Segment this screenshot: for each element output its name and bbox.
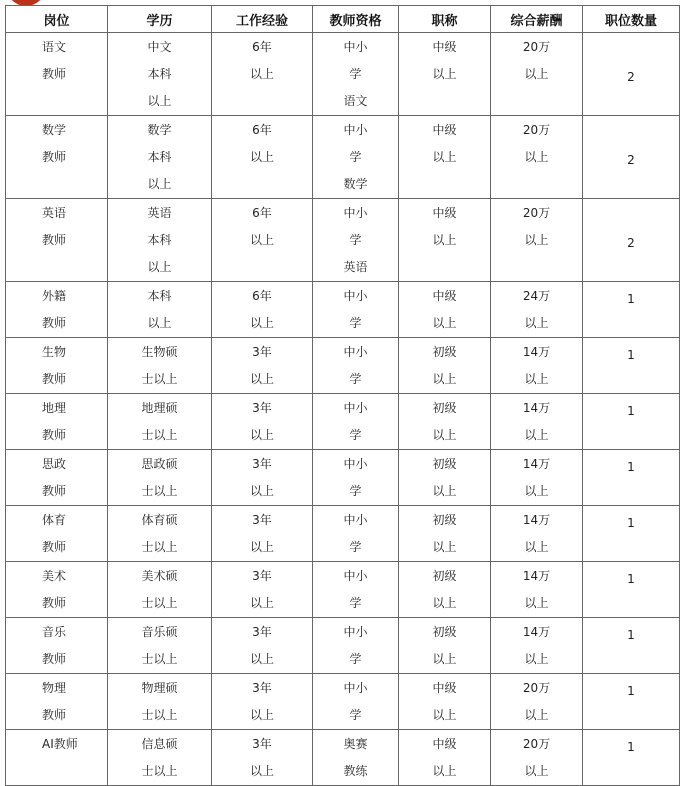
cell-experience-line: 3年 (252, 401, 272, 415)
cell-education-line: 数学 (147, 123, 172, 137)
cell-salary-line: 以上 (524, 764, 549, 778)
cell-qualification (313, 674, 399, 730)
cell-post-line: 地理 (42, 401, 67, 415)
cell-post (6, 199, 108, 282)
cell-experience (212, 674, 313, 730)
cell-salary-line: 20万 (522, 681, 551, 695)
cell-qualification-line: 中小 (343, 513, 368, 527)
table-row (6, 282, 680, 338)
cell-salary (491, 282, 583, 338)
cell-education-line: 本科 (147, 150, 172, 164)
cell-post-line: 物理 (42, 681, 67, 695)
header-salary: 综合薪酬 (491, 6, 583, 33)
cell-post-line: 教师 (42, 484, 67, 498)
cell-experience-line: 以上 (249, 233, 274, 247)
cell-post (6, 282, 108, 338)
cell-education (108, 618, 212, 674)
cell-post-line: 教师 (42, 150, 67, 164)
cell-education (108, 674, 212, 730)
cell-qualification-line: 中小 (343, 289, 368, 303)
cell-qualification-line: 中小 (343, 457, 368, 471)
cell-title (399, 674, 491, 730)
cell-post-line: 教师 (42, 708, 67, 722)
cell-education (108, 199, 212, 282)
cell-post (6, 506, 108, 562)
cell-education (108, 506, 212, 562)
cell-experience-line: 6年 (252, 40, 272, 54)
cell-title-line: 中级 (432, 123, 457, 137)
cell-qualification (313, 282, 399, 338)
cell-qualification-line: 中小 (343, 401, 368, 415)
cell-qualification-line: 学 (349, 233, 362, 247)
cell-qualification-line: 学 (349, 67, 362, 81)
cell-education-line: 以上 (147, 260, 172, 274)
cell-title-line: 以上 (432, 708, 457, 722)
cell-education (108, 450, 212, 506)
cell-education-line: 地理硕 (141, 401, 178, 415)
cell-qualification (313, 730, 399, 786)
cell-salary-line: 以上 (524, 67, 549, 81)
cell-salary (491, 33, 583, 116)
cell-salary-line: 以上 (524, 316, 549, 330)
table-row (6, 618, 680, 674)
table-row (6, 450, 680, 506)
cell-education-line: 士以上 (141, 596, 178, 610)
cell-post-line: 体育 (42, 513, 67, 527)
cell-title-line: 以上 (432, 316, 457, 330)
recruitment-table (5, 5, 680, 786)
cell-title-line: 以上 (432, 428, 457, 442)
cell-experience (212, 618, 313, 674)
cell-post-line: 生物 (42, 345, 67, 359)
cell-title-line: 以上 (432, 596, 457, 610)
cell-qualification (313, 450, 399, 506)
cell-experience (212, 730, 313, 786)
cell-education-line: 音乐硕 (141, 625, 178, 639)
cell-post-line: 教师 (42, 652, 67, 666)
table-row (6, 730, 680, 786)
cell-post-line: 教师 (42, 540, 67, 554)
cell-qualification-line: 学 (349, 708, 362, 722)
table-row (6, 674, 680, 730)
cell-qualification (313, 33, 399, 116)
cell-title-line: 以上 (432, 652, 457, 666)
cell-title-line: 以上 (432, 150, 457, 164)
cell-qualification-line: 英语 (343, 260, 368, 274)
cell-title-line: 以上 (432, 540, 457, 554)
cell-qualification-line: 中小 (343, 206, 368, 220)
cell-count: 2 (583, 199, 680, 282)
cell-salary-line: 以上 (524, 233, 549, 247)
cell-education (108, 116, 212, 199)
cell-experience (212, 450, 313, 506)
cell-education-line: 本科 (147, 67, 172, 81)
cell-salary-line: 14万 (522, 625, 551, 639)
cell-salary-line: 14万 (522, 401, 551, 415)
cell-salary (491, 450, 583, 506)
cell-title-line: 中级 (432, 681, 457, 695)
cell-post-line: 英语 (42, 206, 67, 220)
cell-qualification-line: 数学 (343, 177, 368, 191)
cell-qualification (313, 116, 399, 199)
cell-post-line: 教师 (42, 316, 67, 330)
table-row (6, 562, 680, 618)
cell-qualification (313, 199, 399, 282)
cell-education-line: 物理硕 (141, 681, 178, 695)
cell-education-line: 士以上 (141, 540, 178, 554)
cell-education-line: 以上 (147, 177, 172, 191)
cell-title (399, 562, 491, 618)
cell-salary (491, 674, 583, 730)
cell-post (6, 674, 108, 730)
table-row (6, 506, 680, 562)
cell-education-line: 英语 (147, 206, 172, 220)
cell-count: 1 (583, 282, 680, 338)
cell-experience-line: 以上 (249, 372, 274, 386)
header-qualification: 教师资格 (313, 6, 399, 33)
cell-post (6, 394, 108, 450)
cell-count: 1 (583, 618, 680, 674)
cell-education-line: 士以上 (141, 372, 178, 386)
cell-qualification-line: 学 (349, 484, 362, 498)
cell-salary (491, 338, 583, 394)
cell-count: 1 (583, 394, 680, 450)
cell-salary (491, 199, 583, 282)
cell-post-line: 数学 (42, 123, 67, 137)
cell-qualification-line: 学 (349, 150, 362, 164)
cell-experience-line: 以上 (249, 652, 274, 666)
cell-education (108, 33, 212, 116)
cell-title-line: 初级 (432, 345, 457, 359)
header-post: 岗位 (6, 6, 108, 33)
cell-post-line: 外籍 (42, 289, 67, 303)
cell-salary-line: 以上 (524, 428, 549, 442)
cell-count: 1 (583, 450, 680, 506)
cell-title (399, 338, 491, 394)
cell-education-line: 以上 (147, 94, 172, 108)
cell-title (399, 116, 491, 199)
cell-post-line: 教师 (42, 233, 67, 247)
cell-title-line: 初级 (432, 625, 457, 639)
cell-experience (212, 562, 313, 618)
cell-qualification-line: 中小 (343, 40, 368, 54)
cell-title (399, 618, 491, 674)
cell-post-line: 教师 (42, 372, 67, 386)
cell-title-line: 初级 (432, 569, 457, 583)
cell-education-line: 士以上 (141, 484, 178, 498)
table-row (6, 199, 680, 282)
cell-qualification-line: 中小 (343, 681, 368, 695)
cell-experience-line: 3年 (252, 457, 272, 471)
cell-education (108, 394, 212, 450)
cell-education-line: 思政硕 (141, 457, 178, 471)
cell-salary-line: 以上 (524, 540, 549, 554)
cell-salary-line: 14万 (522, 513, 551, 527)
cell-post (6, 618, 108, 674)
table-row (6, 116, 680, 199)
cell-title-line: 初级 (432, 401, 457, 415)
cell-title-line: 初级 (432, 457, 457, 471)
cell-education-line: 本科 (147, 233, 172, 247)
cell-title-line: 以上 (432, 764, 457, 778)
cell-education-line: 以上 (147, 316, 172, 330)
cell-experience-line: 3年 (252, 513, 272, 527)
cell-qualification-line: 教练 (343, 764, 368, 778)
cell-experience-line: 以上 (249, 708, 274, 722)
cell-education-line: 体育硕 (141, 513, 178, 527)
cell-qualification-line: 中小 (343, 569, 368, 583)
cell-title-line: 中级 (432, 40, 457, 54)
cell-experience-line: 6年 (252, 123, 272, 137)
cell-count: 1 (583, 562, 680, 618)
cell-qualification-line: 学 (349, 428, 362, 442)
cell-qualification (313, 618, 399, 674)
cell-title (399, 33, 491, 116)
header-education: 学历 (108, 6, 212, 33)
cell-qualification-line: 中小 (343, 123, 368, 137)
cell-post-line: 教师 (42, 596, 67, 610)
cell-salary-line: 20万 (522, 737, 551, 751)
cell-title (399, 199, 491, 282)
cell-salary-line: 以上 (524, 150, 549, 164)
cell-experience-line: 3年 (252, 345, 272, 359)
cell-title-line: 中级 (432, 737, 457, 751)
cell-count: 2 (583, 116, 680, 199)
cell-post (6, 730, 108, 786)
cell-title (399, 506, 491, 562)
cell-education-line: 本科 (147, 289, 172, 303)
cell-title-line: 以上 (432, 67, 457, 81)
cell-education-line: 士以上 (141, 708, 178, 722)
cell-title-line: 初级 (432, 513, 457, 527)
cell-experience-line: 3年 (252, 569, 272, 583)
cell-post (6, 562, 108, 618)
cell-experience (212, 199, 313, 282)
cell-qualification (313, 394, 399, 450)
cell-experience-line: 以上 (249, 540, 274, 554)
cell-salary-line: 20万 (522, 40, 551, 54)
cell-qualification-line: 学 (349, 596, 362, 610)
cell-salary (491, 562, 583, 618)
cell-education-line: 美术硕 (141, 569, 178, 583)
cell-experience-line: 6年 (252, 289, 272, 303)
cell-salary-line: 以上 (524, 596, 549, 610)
cell-count: 1 (583, 674, 680, 730)
cell-post-line: 教师 (42, 428, 67, 442)
cell-qualification-line: 学 (349, 316, 362, 330)
cell-salary-line: 20万 (522, 123, 551, 137)
cell-experience-line: 以上 (249, 764, 274, 778)
cell-salary-line: 14万 (522, 345, 551, 359)
cell-salary-line: 以上 (524, 484, 549, 498)
cell-title (399, 450, 491, 506)
cell-qualification-line: 中小 (343, 625, 368, 639)
cell-experience-line: 3年 (252, 737, 272, 751)
cell-qualification (313, 506, 399, 562)
cell-post-line: 语文 (42, 40, 67, 54)
cell-experience (212, 506, 313, 562)
cell-salary (491, 394, 583, 450)
cell-experience-line: 以上 (249, 150, 274, 164)
cell-education (108, 338, 212, 394)
cell-qualification (313, 562, 399, 618)
cell-experience (212, 394, 313, 450)
cell-salary (491, 116, 583, 199)
cell-education-line: 中文 (147, 40, 172, 54)
cell-experience-line: 以上 (249, 316, 274, 330)
cell-education-line: 士以上 (141, 652, 178, 666)
cell-salary-line: 以上 (524, 652, 549, 666)
cell-education-line: 生物硕 (141, 345, 178, 359)
cell-experience-line: 以上 (249, 428, 274, 442)
cell-post (6, 450, 108, 506)
cell-salary (491, 506, 583, 562)
cell-education (108, 562, 212, 618)
cell-title-line: 以上 (432, 233, 457, 247)
cell-count: 2 (583, 33, 680, 116)
cell-count: 1 (583, 338, 680, 394)
table-header-row (6, 6, 680, 33)
cell-post (6, 338, 108, 394)
header-experience: 工作经验 (212, 6, 313, 33)
cell-post-line: 思政 (42, 457, 67, 471)
cell-qualification-line: 学 (349, 652, 362, 666)
cell-experience-line: 以上 (249, 596, 274, 610)
header-title: 职称 (399, 6, 491, 33)
cell-post-line: 音乐 (42, 625, 67, 639)
cell-salary-line: 20万 (522, 206, 551, 220)
cell-qualification-line: 语文 (343, 94, 368, 108)
cell-experience (212, 116, 313, 199)
cell-post (6, 116, 108, 199)
cell-salary-line: 14万 (522, 569, 551, 583)
cell-experience-line: 3年 (252, 681, 272, 695)
cell-title (399, 394, 491, 450)
cell-experience (212, 338, 313, 394)
cell-post (6, 33, 108, 116)
cell-education (108, 730, 212, 786)
cell-education-line: 信息硕 (141, 737, 178, 751)
cell-title (399, 282, 491, 338)
cell-title-line: 以上 (432, 484, 457, 498)
cell-salary-line: 24万 (522, 289, 551, 303)
cell-education (108, 282, 212, 338)
cell-experience-line: 6年 (252, 206, 272, 220)
cell-title (399, 730, 491, 786)
cell-title-line: 以上 (432, 372, 457, 386)
cell-experience-line: 3年 (252, 625, 272, 639)
cell-post-line: 教师 (42, 67, 67, 81)
table-row (6, 338, 680, 394)
cell-experience (212, 282, 313, 338)
cell-title-line: 中级 (432, 289, 457, 303)
cell-experience-line: 以上 (249, 67, 274, 81)
cell-qualification (313, 338, 399, 394)
cell-salary-line: 14万 (522, 457, 551, 471)
table-row (6, 33, 680, 116)
cell-salary (491, 730, 583, 786)
cell-qualification-line: 中小 (343, 345, 368, 359)
cell-count: 1 (583, 730, 680, 786)
table-row (6, 394, 680, 450)
cell-salary (491, 618, 583, 674)
cell-experience-line: 以上 (249, 484, 274, 498)
header-count: 职位数量 (583, 6, 680, 33)
cell-post-line: AI教师 (42, 737, 78, 751)
cell-title-line: 中级 (432, 206, 457, 220)
cell-experience (212, 33, 313, 116)
cell-post-line: 美术 (42, 569, 67, 583)
cell-qualification-line: 学 (349, 540, 362, 554)
cell-qualification-line: 奥赛 (343, 737, 368, 751)
cell-salary-line: 以上 (524, 708, 549, 722)
cell-education-line: 士以上 (141, 764, 178, 778)
cell-qualification-line: 学 (349, 372, 362, 386)
cell-salary-line: 以上 (524, 372, 549, 386)
cell-education-line: 士以上 (141, 428, 178, 442)
cell-count: 1 (583, 506, 680, 562)
